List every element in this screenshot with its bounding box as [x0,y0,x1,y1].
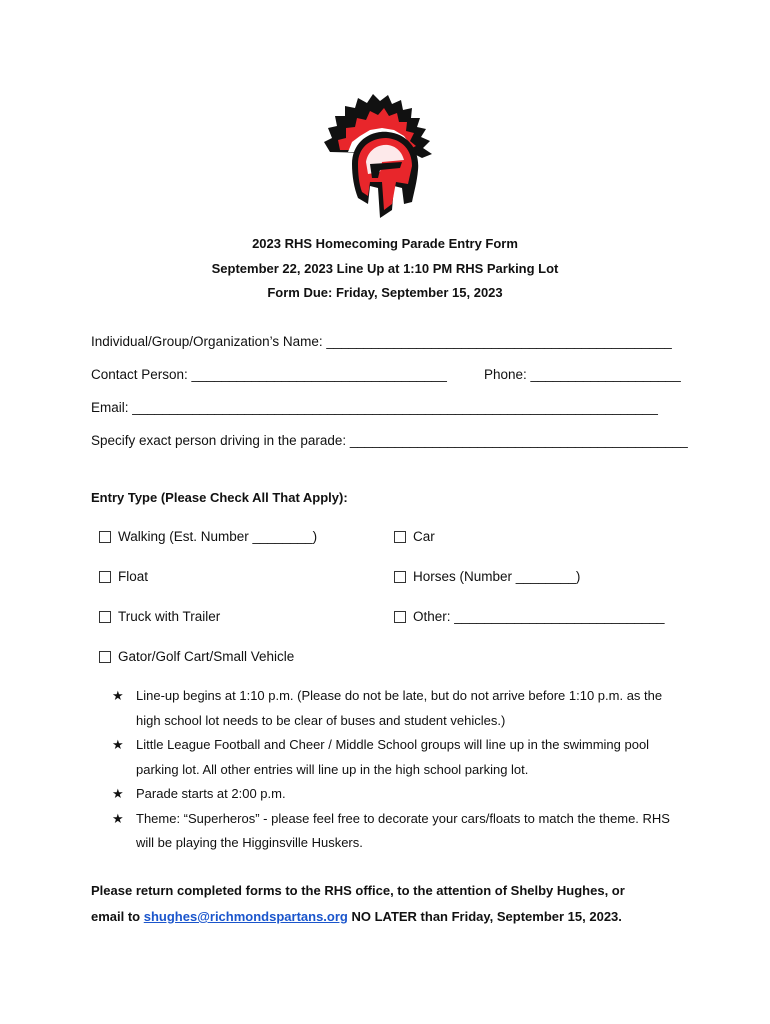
driver-name-field[interactable]: Specify exact person driving in the parade: _____________________________________________ [91,433,688,448]
list-item [112,733,682,782]
form-due-date: Form Due: Friday, September 15, 2023 [267,285,503,300]
list-item [112,807,682,856]
option-label: Other: ____________________________ [413,609,665,624]
option-car[interactable] [394,529,435,544]
option-label: Truck with Trailer [118,609,221,624]
closing-deadline [91,909,691,924]
email-field[interactable]: Email: ______________________________________________________________________ [91,400,658,415]
line-up-info: September 22, 2023 Line Up at 1:10 PM RHS Parking Lot [211,261,559,276]
list-item [112,782,682,807]
phone-field[interactable]: Phone: ____________________ [484,367,681,382]
option-label: Gator/Golf Cart/Small Vehicle [118,649,295,664]
option-other[interactable] [394,609,665,624]
closing-suffix: NO LATER than Friday, September 15, 2023. [347,909,622,924]
closing-prefix: email to [91,909,144,924]
form-title: 2023 RHS Homecoming Parade Entry Form [252,236,518,251]
note-text: Little League Football and Cheer / Middle School groups will line up in the swimming pool parking lot. All other entries will line up in the high school parking lot. [136,737,650,777]
note-text: Line-up begins at 1:10 p.m. (Please do not be late, but do not arrive before 1:10 p.m. as the high school lot needs to be clear of buses and student vehicles.) [136,688,663,728]
option-gator-golf-cart[interactable] [99,649,294,664]
option-horses[interactable] [394,569,580,584]
other-checkbox[interactable] [394,611,406,623]
option-truck-with-trailer[interactable] [99,609,220,624]
truck-checkbox[interactable] [99,611,111,623]
float-checkbox[interactable] [99,571,111,583]
car-checkbox[interactable] [394,531,406,543]
star-bullet-icon: ★ [112,737,124,752]
walking-checkbox[interactable] [99,531,111,543]
horses-checkbox[interactable] [394,571,406,583]
list-item [112,684,682,733]
star-bullet-icon: ★ [112,786,124,801]
option-label: Float [118,569,149,584]
note-text: Theme: “Superheros” - please feel free to decorate your cars/floats to match the theme. RHS will be playing the Higginsville Huskers. [136,810,670,850]
option-float[interactable] [99,569,148,584]
star-bullet-icon: ★ [112,688,124,703]
email-link[interactable]: shughes@richmondspartans.org [143,909,348,924]
notes-list [112,684,682,856]
entry-type-heading: Entry Type (Please Check All That Apply): [91,490,348,505]
note-text: Parade starts at 2:00 p.m. [136,786,286,801]
option-label: Car [413,529,435,544]
gator-checkbox[interactable] [99,651,111,663]
star-bullet-icon: ★ [112,810,124,826]
option-label: Horses (Number ________) [413,569,581,584]
org-name-field[interactable]: Individual/Group/Organization’s Name: ______________________________________________ [91,334,672,349]
option-walking[interactable] [99,529,317,544]
spartan-helmet-icon [322,92,446,222]
contact-person-field[interactable]: Contact Person: __________________________________ [91,367,447,382]
option-label: Walking (Est. Number ________) [118,529,318,544]
closing-instructions: Please return completed forms to the RHS office, to the attention of Shelby Hughes, or [91,883,625,898]
